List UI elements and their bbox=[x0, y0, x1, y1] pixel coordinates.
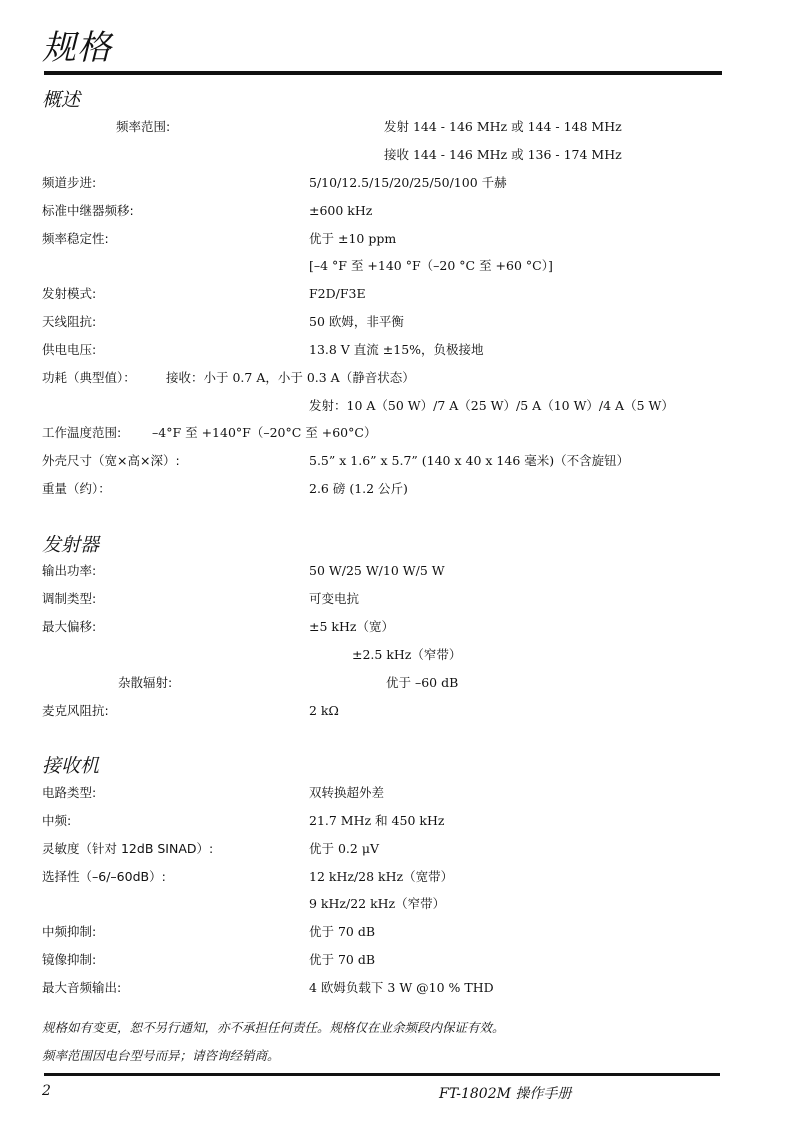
mic-label: 麦克风阻抗: bbox=[42, 703, 109, 718]
title-divider bbox=[44, 71, 722, 75]
antenna-value: 50 欧姆，非平衡 bbox=[309, 314, 404, 329]
freq-range-note: 频率范围因电台型号而异；请咨询经销商。 bbox=[42, 1048, 280, 1063]
freq-stability-label: 频率稳定性: bbox=[42, 231, 109, 246]
manual-title: FT-1802M 操作手册 bbox=[439, 1086, 572, 1102]
modulation-label: 调制类型: bbox=[42, 591, 97, 606]
freq-range-tx: 发射 144 - 146 MHz 或 144 - 148 MHz bbox=[384, 119, 622, 134]
spec-change-note: 规格如有变更，恕不另行通知，亦不承担任何责任。规格仅在业余频段内保证有效。 bbox=[42, 1020, 505, 1035]
audio-value: 4 欧姆负载下 3 W @10 % THD bbox=[309, 980, 494, 995]
section-heading-transmitter: 发射器 bbox=[42, 534, 100, 556]
selectivity-narrow: 9 kHz/22 kHz（窄带） bbox=[309, 896, 446, 911]
weight-label: 重量（约）： bbox=[42, 481, 111, 496]
if-reject-label: 中频抑制: bbox=[42, 924, 97, 939]
weight-value: 2.6 磅 (1.2 公斤) bbox=[309, 481, 408, 496]
audio-label: 最大音频输出: bbox=[42, 980, 122, 995]
modulation-value: 可变电抗 bbox=[309, 591, 360, 606]
size-label: 外壳尺寸（宽×高×深）: bbox=[42, 453, 180, 468]
mic-value: 2 kΩ bbox=[309, 703, 339, 718]
section-heading-receiver: 接收机 bbox=[42, 755, 100, 777]
deviation-label: 最大偏移: bbox=[42, 619, 97, 634]
power-label: 功耗（典型值）： bbox=[42, 370, 136, 385]
page-number: 2 bbox=[42, 1083, 51, 1099]
sensitivity-value: 优于 0.2 μV bbox=[309, 841, 379, 856]
spurious-label: 杂散辐射: bbox=[118, 675, 173, 690]
channel-step-value: 5/10/12.5/15/20/25/50/100 千赫 bbox=[309, 175, 507, 190]
footer-divider bbox=[44, 1073, 720, 1076]
output-label: 输出功率: bbox=[42, 563, 97, 578]
if-reject-value: 优于 70 dB bbox=[309, 924, 376, 939]
emission-label: 发射模式: bbox=[42, 286, 97, 301]
supply-value: 13.8 V 直流 ±15%，负极接地 bbox=[309, 342, 484, 357]
image-reject-label: 镜像抑制: bbox=[42, 952, 97, 967]
size-value: 5.5” x 1.6” x 5.7” (140 x 40 x 146 毫米)（不含旋钮） bbox=[309, 453, 630, 468]
page-title: 规格 bbox=[42, 28, 112, 68]
repeater-shift-label: 标准中继器频移: bbox=[42, 203, 134, 218]
temp-label: 工作温度范围: bbox=[42, 425, 122, 440]
antenna-label: 天线阻抗: bbox=[42, 314, 97, 329]
repeater-shift-value: ±600 kHz bbox=[309, 203, 373, 218]
emission-value: F2D/F3E bbox=[309, 286, 366, 301]
circuit-label: 电路类型: bbox=[42, 785, 97, 800]
selectivity-wide: 12 kHz/28 kHz（宽带） bbox=[309, 869, 454, 884]
temp-value: –4°F 至 +140°F（–20°C 至 +60°C） bbox=[152, 425, 377, 440]
power-tx: 发射：10 A（50 W）/7 A（25 W）/5 A（10 W）/4 A（5 W） bbox=[309, 398, 674, 413]
channel-step-label: 频道步进: bbox=[42, 175, 97, 190]
sensitivity-label: 灵敏度（针对 12dB SINAD）: bbox=[42, 841, 214, 856]
if-value: 21.7 MHz 和 450 kHz bbox=[309, 813, 445, 828]
output-value: 50 W/25 W/10 W/5 W bbox=[309, 563, 445, 578]
circuit-value: 双转换超外差 bbox=[309, 785, 385, 800]
image-reject-value: 优于 70 dB bbox=[309, 952, 376, 967]
spurious-value: 优于 –60 dB bbox=[386, 675, 459, 690]
deviation-narrow: ±2.5 kHz（窄带） bbox=[352, 647, 462, 662]
freq-range-rx: 接收 144 - 146 MHz 或 136 - 174 MHz bbox=[384, 147, 622, 162]
selectivity-label: 选择性（–6/–60dB）: bbox=[42, 869, 166, 884]
if-label: 中频: bbox=[42, 813, 72, 828]
supply-label: 供电电压: bbox=[42, 342, 97, 357]
power-rx: 接收：小于 0.7 A，小于 0.3 A（静音状态） bbox=[166, 370, 415, 385]
section-heading-general: 概述 bbox=[42, 89, 81, 111]
deviation-wide: ±5 kHz（宽） bbox=[309, 619, 394, 634]
freq-stability-value: 优于 ±10 ppm bbox=[309, 231, 397, 246]
freq-stability-temp: [–4 °F 至 +140 °F（–20 °C 至 +60 °C）] bbox=[309, 258, 553, 273]
freq-range-label: 频率范围: bbox=[116, 119, 171, 134]
